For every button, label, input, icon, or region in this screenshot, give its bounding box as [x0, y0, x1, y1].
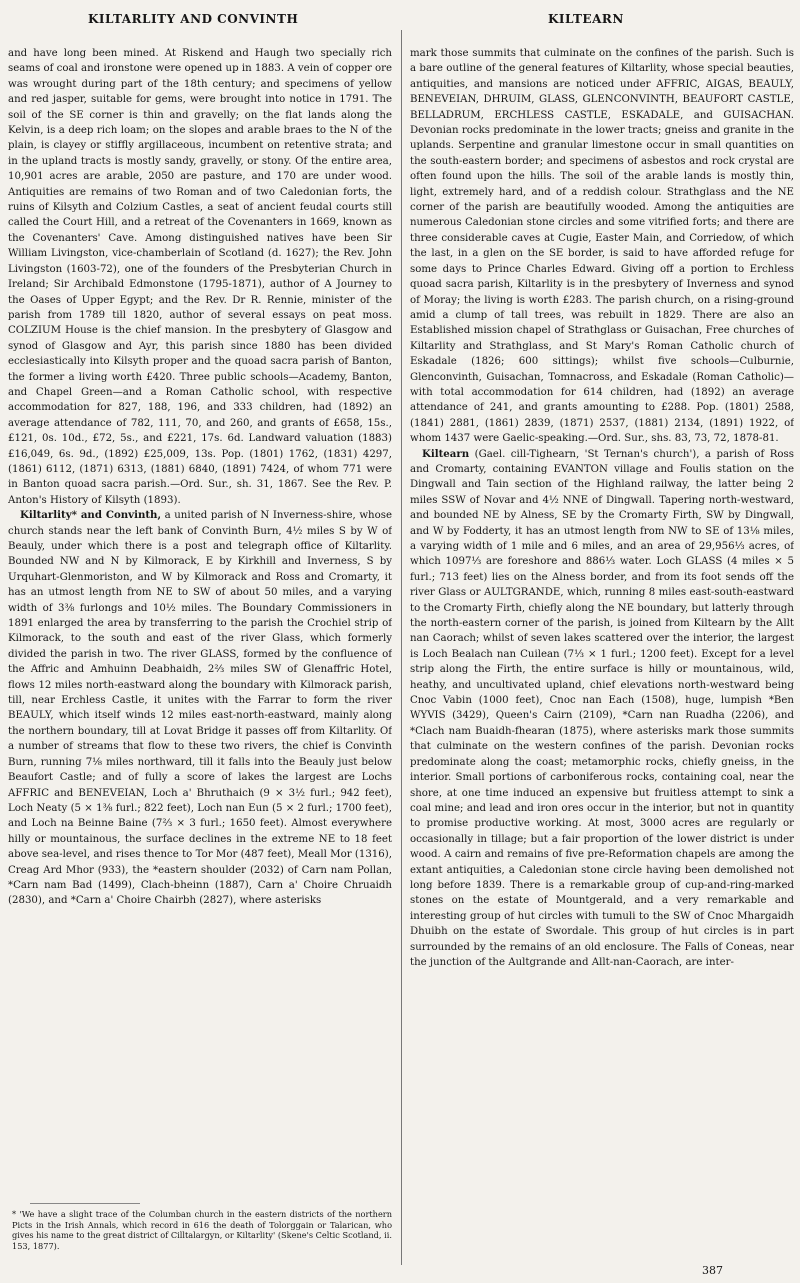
kiltarlity-entry [8, 508, 392, 909]
kiltarlity-headword: Kiltarlity* and Convinth, [20, 509, 162, 522]
footnote-rule [30, 1203, 140, 1204]
footnote: * 'We have a slight trace of the Columban church in the eastern districts of the northern Picts in the Irish Annals, which record in 616 the death of Tolorggain or Talarican, who gives his name to the great district of Cilltalargyn, or Kiltarlity' (Skene's Celtic Scotland, ii. 153, 1877). [12, 1209, 392, 1251]
kilsyth-continuation-paragraph: and have long been mined. At Riskend and Haugh two specially rich seams of coal and ironstone were opened up in 1883. A vein of copper ore was wrought during part of the 18th century; and specimens of yellow and red jasper, suitable for gems, were brought into notice in 1791. The soil of the SE corner is thin and gravelly; on the flat lands along the Kelvin, is a deep rich loam; on the slopes and arable braes to the N of the plain, is clayey or stiffly argillaceous, incumbent on retentive strata; and in the upland tracts is mostly sandy, gravelly, or stony. Of the entire area, 10,901 acres are arable, 2050 are pasture, and 170 are under wood. Antiquities are remains of two Roman and of two Caledonian forts, the ruins of Kilsyth and Colzium Castles, a seat of ancient feudal courts still called the Court Hill, and a retreat of the Covenanters in 1669, known as the Covenanters' Cave. Among distinguished natives have been Sir William Livingston, vice-chamberlain of Scotland (d. 1627); the Rev. John Livingston (1603-72), one of the founders of the Presbyterian Church in Ireland; Sir Archibald Edmonstone (1795-1871), author of A Journey to the Oases of Upper Egypt; and the Rev. Dr R. Rennie, minister of the parish from 1789 till 1820, author of several essays on peat moss. COLZIUM House is the chief mansion. In the presbytery of Glasgow and synod of Glasgow and Ayr, this parish since 1880 has been divided ecclesiastically into Kilsyth proper and the quoad sacra parish of Banton, the former a living worth £420. Three public schools—Academy, Banton, and Chapel Green—and a Roman Catholic school, with respective accommodation for 827, 188, 196, and 333 children, had (1892) an average attendance of 782, 111, 70, and 260, and grants of £658, 15s., £121, 0s. 10d., £72, 5s., and £221, 17s. 6d. Landward valuation (1883) £16,049, 6s. 9d., (1892) £25,009, 13s. Pop. (1801) 1762, (1831) 4297, (1861) 6112, (1871) 6313, (1881) 6840, (1891) 7424, of whom 771 were in Banton quoad sacra parish.—Ord. Sur., sh. 31, 1867. See the Rev. P. Anton's History of Kilsyth (1893). [8, 48, 392, 506]
column-divider [401, 30, 402, 1265]
running-head-right: KILTEARN [548, 12, 624, 26]
kiltearn-entry-text: (Gael. cill-Tighearn, 'St Ternan's church'), a parish of Ross and Cromarty, containing EVANTON village and Foulis station on the Dingwall and Tain section of the Highland railway, the latter being 2 miles SSW of Novar and 4½ NNE of Dingwall. Tapering north-westward, and bounded NE by Alness, SE by the Cromarty Firth, SW by Dingwall, and W by Fodderty, it has an utmost length from NW to SE of 13⅛ miles, a varying width of 1 mile and 6 miles, and an area of 29,956⅓ acres, of which 1097⅓ are foreshore and 886⅓ water. Loch GLASS (4 miles × 5 furl.; 713 feet) lies on the Alness border, and from its foot sends off the river Glass or AULTGRANDE, which, running 8 miles east-south-eastward to the Cromarty Firth, chiefly along the NE boundary, but latterly through the north-eastern corner of the parish, is joined from Kiltearn by the Allt nan Caorach; whilst of seven lakes scattered over the interior, the largest is Loch Bealach nan Cuilean (7⅓ × 1 furl.; 1200 feet). Except for a level strip along the Firth, the entire surface is hilly or mountainous, wild, heathy, and uncultivated upland, chief elevations north-westward being Cnoc Vabin (1000 feet), Cnoc nan Each (1508), huge, lumpish *Ben WYVIS (3429), Queen's Cairn (2109), *Carn nan Ruadha (2206), and *Clach nam Buaidh-fhearan (1875), where asterisks mark those summits that culminate on the western confines of the parish. Devonian rocks predominate along the coast; metamorphic rocks, chiefly gneiss, in the interior. Small portions of carboniferous rocks, containing coal, near the shore, at one time induced an expensive but fruitless attempt to sink a coal mine; and lead and iron ores occur in the interior, but not in quantity to promise productive working. At most, 3000 acres are regularly or occasionally in tillage; but a fair proportion of the lower district is under wood. A cairn and remains of five pre-Reformation chapels are among the extant antiquities, a Caledonian stone circle having been demolished not long before 1839. There is a remarkable group of cup-and-ring-marked stones on the estate of Mountgerald, and a very remarkable and interesting group of hut circles with tumuli to the SW of Cnoc Mhargaidh Dhuibh on the estate of Swordale. This group of hut circles is in part surrounded by the remains of an old enclosure. The Falls of Coneas, near the junction of the Aultgrande and Allt-nan-Caorach, are inter- [410, 448, 794, 968]
left-column [8, 46, 392, 1196]
kiltearn-headword: Kiltearn [422, 447, 470, 460]
kiltearn-entry [410, 447, 794, 971]
running-head-left: KILTARLITY AND CONVINTH [88, 12, 299, 26]
page-number: 387 [702, 1264, 723, 1277]
kiltarlity-continuation-paragraph: mark those summits that culminate on the confines of the parish. Such is a bare outline of the general features of Kiltarlity, whose special beauties, antiquities, and mansions are noticed under AFFRIC, AIGAS, BEAULY, BENEVEIAN, DHRUIM, GLASS, GLENCONVINTH, BEAUFORT CASTLE, BELLADRUM, ERCHLESS CASTLE, ESKADALE, and GUISACHAN. Devonian rocks predominate in the lower tracts; gneiss and granite in the uplands. Serpentine and granular limestone occur in small quantities on the south-eastern border; and specimens of asbestos and rock crystal are often found upon the hills. The soil of the arable lands is mostly thin, light, extremely hard, and of a reddish colour. Strathglass and the NE corner of the parish are beautifully wooded. Among the antiquities are numerous Caledonian stone circles and some vitrified forts; and there are three considerable caves at Cugie, Easter Main, and Corriedow, of which the last, in a glen on the SE border, is said to have afforded refuge for some days to Prince Charles Edward. Giving off a portion to Erchless quoad sacra parish, Kiltarlity is in the presbytery of Inverness and synod of Moray; the living is worth £283. The parish church, on a rising-ground amid a clump of tall trees, was rebuilt in 1829. There are also an Established mission chapel of Strathglass or Guisachan, Free churches of Kiltarlity and Strathglass, and St Mary's Roman Catholic church of Eskadale (1826; 600 sittings); whilst five schools—Culburnie, Glenconvinth, Guisachan, Tomnacross, and Eskadale (Roman Catholic)—with total accommodation for 614 children, had (1892) an average attendance of 241, and grants amounting to £288. Pop. (1801) 2588, (1841) 2881, (1861) 2839, (1871) 2537, (1881) 2134, (1891) 1922, of whom 1437 were Gaelic-speaking.—Ord. Sur., shs. 83, 73, 72, 1878-81. [410, 48, 794, 445]
kiltarlity-entry-text: a united parish of N Inverness-shire, whose church stands near the left bank of Convinth Burn, 4½ miles S by W of Beauly, under which there is a post and telegraph office of Kiltarlity. Bounded NW and N by Kilmorack, E by Kirkhill and Inverness, S by Urquhart-Glenmoriston, and W by Kilmorack and Ross and Cromarty, it has an utmost length from NE to SW of about 50 miles, and a varying width of 3⅜ furlongs and 10½ miles. The Boundary Commissioners in 1891 enlarged the area by transferring to the parish the Crochiel strip of Kilmorack, to the south and east of the river Glass, which formerly divided the parish in two. The river GLASS, formed by the confluence of the Affric and Amhuinn Deabhaidh, 2⅔ miles SW of Glenaffric Hotel, flows 12 miles north-eastward along the boundary with Kilmorack parish, till, near Erchless Castle, it unites with the Farrar to form the river BEAULY, which itself winds 12 miles east-north-eastward, mainly along the northern boundary, till at Lovat Bridge it passes off from Kiltarlity. Of a number of streams that flow to these two rivers, the chief is Convinth Burn, running 7⅛ miles northward, till it falls into the Beauly just below Beaufort Castle; and of fully a score of lakes the largest are Lochs AFFRIC and BENEVEIAN, Loch a' Bhruthaich (9 × 3½ furl.; 942 feet), Loch Neaty (5 × 1⅜ furl.; 822 feet), Loch nan Eun (5 × 2 furl.; 1700 feet), and Loch na Beinne Baine (7⅔ × 3 furl.; 1650 feet). Almost everywhere hilly or mountainous, the surface declines in the extreme NE to 18 feet above sea-level, and rises thence to Tor Mor (487 feet), Meall Mor (1316), Creag Ard Mhor (933), the *eastern shoulder (2032) of Carn nam Pollan, *Carn nam Bad (1499), Clach-bheinn (1887), Carn a' Choire Chruaidh (2830), and *Carn a' Choire Chairbh (2827), where asterisks [8, 510, 392, 907]
right-column [410, 46, 794, 1261]
